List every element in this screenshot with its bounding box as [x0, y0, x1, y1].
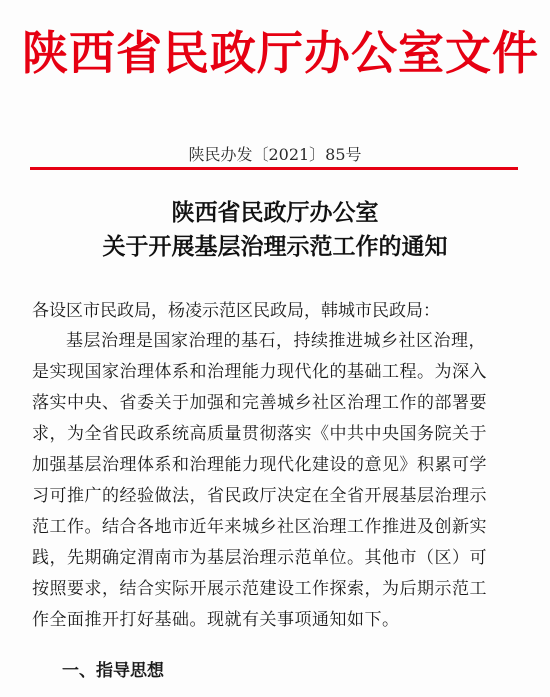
body-line: 作全面推开打好基础。现就有关事项通知如下。 [32, 610, 400, 630]
body-line: 践，先期确定渭南市为基层治理示范单位。其他市（区）可 [32, 548, 487, 568]
body-line: 是实现国家治理体系和治理能力现代化的基础工程。为深入 [32, 362, 487, 382]
body-line: 落实中央、省委关于加强和完善城乡社区治理工作的部署要 [32, 393, 487, 413]
salutation: 各设区市民政局，杨凌示范区民政局，韩城市民政局： [32, 301, 440, 321]
issuer-header: 陕西省民政厅办公室文件 [22, 26, 539, 80]
body-line: 求，为全省民政系统高质量贯彻落实《中共中央国务院关于 [32, 424, 487, 444]
body-line: 范工作。结合各地市近年来城乡社区治理工作推进及创新实 [32, 517, 487, 537]
red-divider [30, 167, 518, 170]
section-heading: 一、指导思想 [62, 661, 164, 681]
body-line: 基层治理是国家治理的基石，持续推进城乡社区治理， [66, 331, 486, 351]
body-line: 习可推广的经验做法，省民政厅决定在全省开展基层治理示 [32, 486, 487, 506]
title-line-2: 关于开展基层治理示范工作的通知 [102, 233, 448, 260]
title-line-1: 陕西省民政厅办公室 [171, 199, 379, 226]
body-line: 加强基层治理体系和治理能力现代化建设的意见》积累可学 [32, 455, 487, 475]
body-line: 按照要求，结合实际开展示范建设工作探索，为后期示范工 [32, 579, 487, 599]
document-number: 陕民办发〔2021〕85号 [188, 145, 362, 164]
